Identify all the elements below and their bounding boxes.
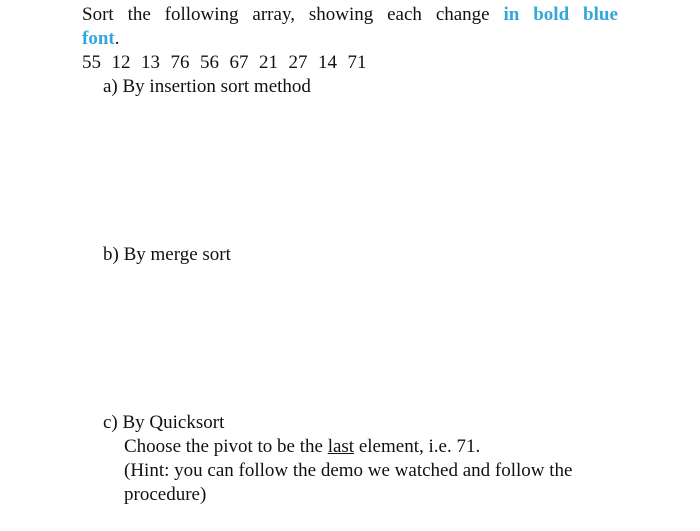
array-value: 21 [259, 52, 278, 73]
highlight-word: in [503, 4, 520, 25]
array-value: 76 [170, 52, 190, 73]
instruction-word: following [164, 4, 239, 25]
array-values [82, 51, 377, 75]
array-value: 14 [318, 52, 337, 73]
array-value: 55 [82, 52, 101, 73]
array-value: 12 [111, 52, 131, 73]
pivot-text-suffix: element, i.e. 71. [354, 436, 481, 457]
instruction-word: Sort [82, 4, 114, 25]
part-a-label: a) By insertion sort method [103, 76, 311, 97]
array-value: 56 [200, 52, 219, 73]
instruction-word: each [387, 4, 422, 25]
array-value: 67 [229, 52, 249, 73]
instruction-period: . [114, 28, 120, 49]
highlight-word-font: font [82, 28, 115, 49]
array-value: 13 [141, 52, 160, 73]
pivot-text-underlined: last [327, 436, 355, 457]
part-c-hint-line-2: procedure) [124, 484, 207, 505]
part-c-label: c) By Quicksort [103, 412, 225, 433]
array-value: 71 [347, 52, 367, 73]
instruction-word: the [127, 4, 151, 25]
instruction-word: showing [308, 4, 374, 25]
highlight-word: bold [533, 4, 570, 25]
part-b-label: b) By merge sort [103, 244, 231, 265]
pivot-text-prefix: Choose the pivot to be the [124, 436, 328, 457]
instruction-word: change [435, 4, 490, 25]
part-c-hint-line-1: (Hint: you can follow the demo we watched and follow the [124, 460, 573, 481]
instruction-line-1 [82, 3, 618, 27]
instruction-word: array, [252, 4, 295, 25]
highlight-word: blue [583, 4, 618, 25]
part-c-pivot-instruction [124, 435, 480, 459]
array-value: 27 [288, 52, 308, 73]
instruction-line-2 [82, 27, 119, 51]
